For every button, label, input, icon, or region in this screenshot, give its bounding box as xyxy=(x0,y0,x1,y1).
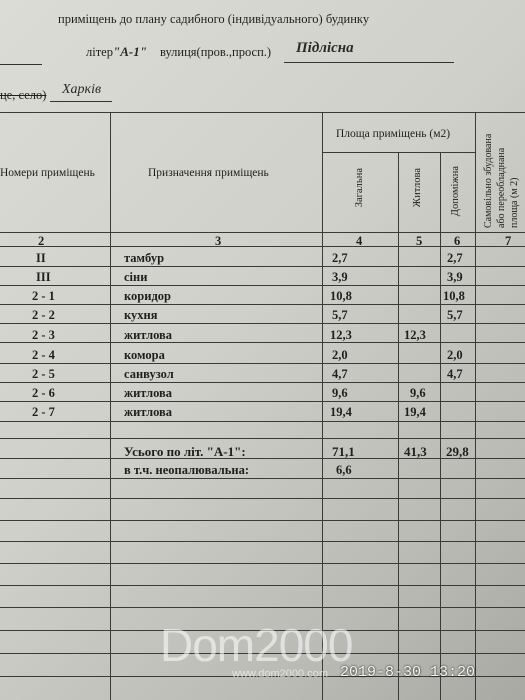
row-line xyxy=(0,478,525,479)
row-name: сіни xyxy=(124,270,148,284)
col-divider xyxy=(398,152,399,700)
row-line xyxy=(0,520,525,521)
row-name: коридор xyxy=(124,289,171,303)
row-line xyxy=(0,585,525,586)
colnum-bottom-border xyxy=(0,246,525,247)
col-number: 5 xyxy=(416,234,423,248)
row-total: 9,6 xyxy=(332,386,348,400)
city-label: це, село) xyxy=(0,88,47,102)
row-number: 2 - 7 xyxy=(32,405,55,419)
row-living: 9,6 xyxy=(410,386,426,400)
row-aux: 2,0 xyxy=(447,348,463,362)
street-underline xyxy=(284,62,454,63)
row-name: санвузол xyxy=(124,367,174,381)
row-name: житлова xyxy=(124,386,173,400)
col-number: 3 xyxy=(215,234,222,248)
row-total: 2,0 xyxy=(332,348,348,362)
row-number: 2 - 2 xyxy=(32,308,55,322)
unheated-label: в т.ч. неопалювальна: xyxy=(124,463,249,477)
row-total: 2,7 xyxy=(332,251,348,265)
row-number: III xyxy=(36,270,51,284)
summary-aux: 29,8 xyxy=(446,444,469,459)
row-line xyxy=(0,323,525,324)
row-total: 19,4 xyxy=(330,405,352,419)
table-top-border xyxy=(0,112,525,113)
summary-label: Усього по літ. "А-1": xyxy=(124,444,246,459)
row-line xyxy=(0,401,525,402)
col-header-purpose: Призначення приміщень xyxy=(148,167,269,179)
col-number: 2 xyxy=(38,234,45,248)
row-total: 5,7 xyxy=(332,308,348,322)
street-value: Підлісна xyxy=(296,40,354,56)
col-divider xyxy=(475,112,476,700)
col-header-self-built: Самовільно збудована або переобладнана площа (м 2) xyxy=(483,133,520,228)
header-bottom-border xyxy=(0,232,525,233)
litera-value: "А-1" xyxy=(113,44,147,59)
header-line1: приміщень до плану садибного (індивідуального) будинку xyxy=(58,12,370,26)
col-number: 6 xyxy=(454,234,461,248)
row-line xyxy=(0,363,525,364)
row-line xyxy=(0,498,525,499)
row-aux: 5,7 xyxy=(447,308,463,322)
row-name: житлова xyxy=(124,405,173,419)
summary-total: 71,1 xyxy=(332,444,355,459)
row-number: 2 - 4 xyxy=(32,348,55,362)
col-header-total: Загальна xyxy=(354,168,365,208)
row-line xyxy=(0,285,525,286)
col-header-auxiliary: Допоміжна xyxy=(450,166,461,217)
row-total: 3,9 xyxy=(332,270,348,284)
col-header-living: Житлова xyxy=(412,168,423,208)
row-number: II xyxy=(36,251,46,265)
row-number: 2 - 3 xyxy=(32,328,55,342)
left-underline xyxy=(0,64,42,65)
row-living: 12,3 xyxy=(404,328,426,342)
watermark-site: www.dom2000.com xyxy=(232,668,328,680)
row-number: 2 - 6 xyxy=(32,386,55,400)
row-line xyxy=(0,563,525,564)
city-value: Харків xyxy=(62,82,102,97)
col-divider xyxy=(440,152,441,700)
row-line xyxy=(0,421,525,422)
unheated-total: 6,6 xyxy=(336,463,352,477)
row-aux: 3,9 xyxy=(447,270,463,284)
row-aux: 10,8 xyxy=(443,289,465,303)
photo-timestamp: 2019-8-30 13:20 xyxy=(340,664,476,681)
row-name: кухня xyxy=(124,308,158,322)
col-number: 7 xyxy=(505,234,512,248)
row-line xyxy=(0,541,525,542)
row-name: комора xyxy=(124,348,165,362)
city-underline xyxy=(50,101,112,102)
col-header-area: Площа приміщень (м2) xyxy=(336,128,451,140)
col-header-numbers: Номери приміщень xyxy=(0,167,95,179)
row-name: житлова xyxy=(124,328,173,342)
row-living: 19,4 xyxy=(404,405,426,419)
watermark-logo: Dom2000 xyxy=(160,619,353,671)
street-label: вулиця(пров.,просп.) xyxy=(160,45,272,59)
row-total: 4,7 xyxy=(332,367,348,381)
litera-prefix: літер xyxy=(86,45,113,59)
summary-living: 41,3 xyxy=(404,444,427,459)
row-line xyxy=(0,342,525,343)
row-line xyxy=(0,304,525,305)
row-line xyxy=(0,607,525,608)
row-aux: 2,7 xyxy=(447,251,463,265)
col-divider xyxy=(322,112,323,700)
row-line xyxy=(0,382,525,383)
col-number: 4 xyxy=(356,234,363,248)
row-aux: 4,7 xyxy=(447,367,463,381)
row-line xyxy=(0,266,525,267)
row-number: 2 - 1 xyxy=(32,289,55,303)
row-number: 2 - 5 xyxy=(32,367,55,381)
row-total: 10,8 xyxy=(330,289,352,303)
row-line xyxy=(0,438,525,439)
col-divider xyxy=(110,112,111,700)
row-name: тамбур xyxy=(124,251,165,265)
row-total: 12,3 xyxy=(330,328,352,342)
